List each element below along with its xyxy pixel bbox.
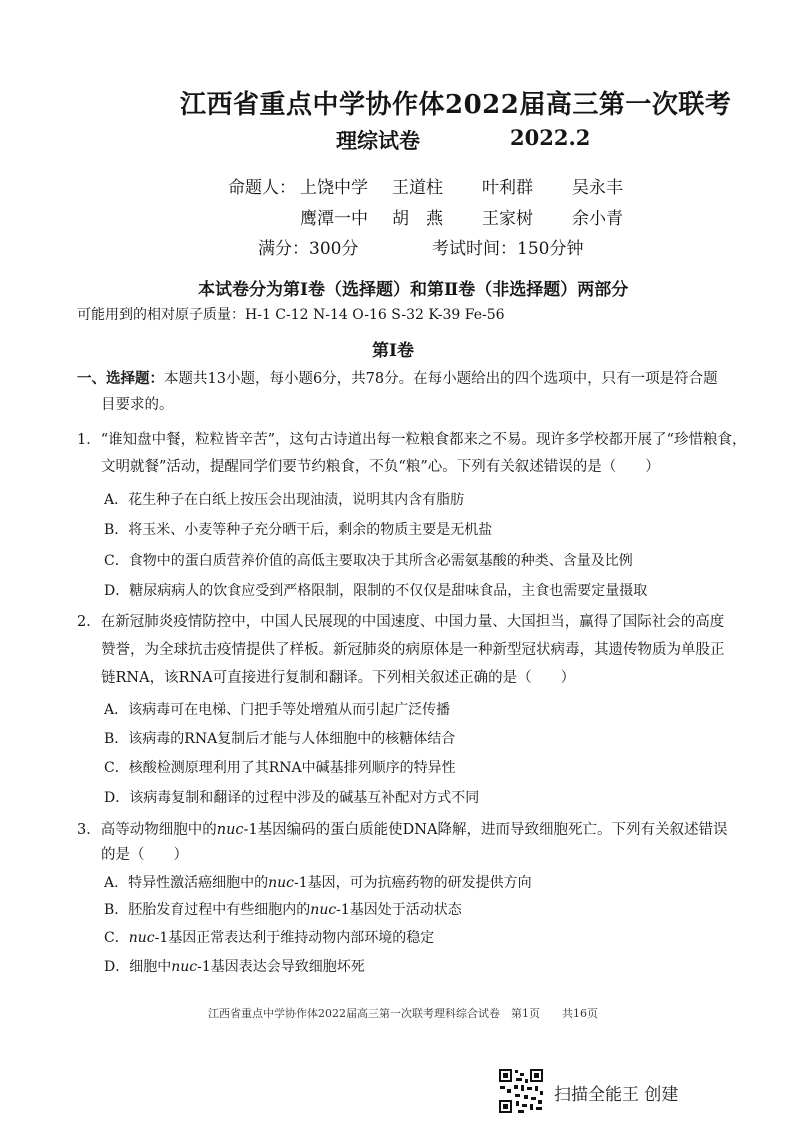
question-2-option-a: A．该病毒可在电梯、门把手等处增殖从而引起广泛传播 xyxy=(104,702,451,718)
atomic-masses: 可能用到的相对原子质量：H-1 C-12 N-14 O-16 S-32 K-39 Fe-56 xyxy=(77,307,505,323)
question-2-option-b: B．该病毒的RNA复制后才能与人体细胞中的核糖体结合 xyxy=(104,731,456,747)
question-1-option-c: C．食物中的蛋白质营养价值的高低主要取决于其所含必需氨基酸的种类、含量及比例 xyxy=(104,553,633,569)
question-3-option-d: D．细胞中nuc-1基因表达会导致细胞坏死 xyxy=(104,959,365,975)
author-name: 叶利群 xyxy=(482,178,533,198)
author-name: 王道柱 xyxy=(392,178,443,198)
section-label: 一、选择题： xyxy=(77,370,164,387)
part-title: 第Ⅰ卷 xyxy=(372,341,414,361)
page-footer: 江西省重点中学协作体2022届高三第一次联考理科综合试卷 第1页 共16页 xyxy=(208,1007,598,1020)
section-text-cont: 目要求的。 xyxy=(101,397,174,413)
question-3-option-a: A．特异性激活癌细胞中的nuc-1基因，可为抗癌药物的研发提供方向 xyxy=(104,875,532,891)
author-name: 王家树 xyxy=(482,209,533,229)
question-1-option-d: D．糖尿病病人的饮食应受到严格限制，限制的不仅仅是甜味食品，主食也需要定量摄取 xyxy=(104,583,648,599)
question-2-option-d: D．该病毒复制和翻译的过程中涉及的碱基互补配对方式不同 xyxy=(104,790,480,806)
question-1-option-a: A．花生种子在白纸上按压会出现油渍，说明其内含有脂肪 xyxy=(104,492,465,508)
exam-time: 考试时间：150分钟 xyxy=(432,239,584,259)
question-1-option-b: B．将玉米、小麦等种子充分晒干后，剩余的物质主要是无机盐 xyxy=(104,522,493,538)
question-3-option-c: C．nuc-1基因正常表达利于维持动物内部环境的稳定 xyxy=(104,930,435,946)
gene-name: nuc xyxy=(216,822,244,838)
question-2-line: 2．在新冠肺炎疫情防控中，中国人民展现的中国速度、中国力量、大国担当，赢得了国际社会的高度 xyxy=(77,614,725,630)
author-name: 胡 燕 xyxy=(392,209,443,229)
exam-title: 江西省重点中学协作体2022届高三第一次联考 xyxy=(180,90,732,120)
question-3-line: 的是（ ） xyxy=(101,847,188,863)
question-2-line: 赞誉，为全球抗击疫情提供了样板。新冠肺炎的病原体是一种新型冠状病毒，其遗传物质为单股正 xyxy=(101,642,725,658)
full-score: 满分：300分 xyxy=(258,239,359,259)
qr-code-icon xyxy=(497,1067,545,1115)
author-name: 余小青 xyxy=(572,209,623,229)
author-school-1: 上饶中学 xyxy=(300,178,368,198)
author-school-2: 鹰潭一中 xyxy=(300,209,368,229)
exam-date: 2022.2 xyxy=(510,125,591,150)
exam-intro: 本试卷分为第Ⅰ卷（选择题）和第Ⅱ卷（非选择题）两部分 xyxy=(198,280,629,300)
section-header xyxy=(77,367,718,391)
question-3-option-b: B．胚胎发育过程中有些细胞内的nuc-1基因处于活动状态 xyxy=(104,902,462,918)
scanner-watermark: 扫描全能王 创建 xyxy=(554,1085,679,1105)
exam-subtitle: 理综试卷 xyxy=(336,128,420,153)
question-3-line: 3．高等动物细胞中的nuc-1基因编码的蛋白质能使DNA降解，进而导致细胞死亡。下列有关叙述错误 xyxy=(77,822,728,838)
author-name: 吴永丰 xyxy=(572,178,623,198)
question-2-option-c: C．核酸检测原理利用了其RNA中碱基排列顺序的特异性 xyxy=(104,760,456,776)
section-text: 本题共13小题，每小题6分，共78分。在每小题给出的四个选项中，只有一项是符合题 xyxy=(164,371,718,387)
question-2-line: 链RNA，该RNA可直接进行复制和翻译。下列相关叙述正确的是（ ） xyxy=(101,670,576,686)
authors-label: 命题人： xyxy=(228,178,296,198)
question-1-line: 文明就餐”活动，提醒同学们要节约粮食，不负“粮”心。下列有关叙述错误的是（ ） xyxy=(101,459,660,475)
question-1-line: 1．“谁知盘中餐，粒粒皆辛苦”，这句古诗道出每一粒粮食都来之不易。现许多学校都开展了“珍惜粮食， xyxy=(77,432,747,448)
